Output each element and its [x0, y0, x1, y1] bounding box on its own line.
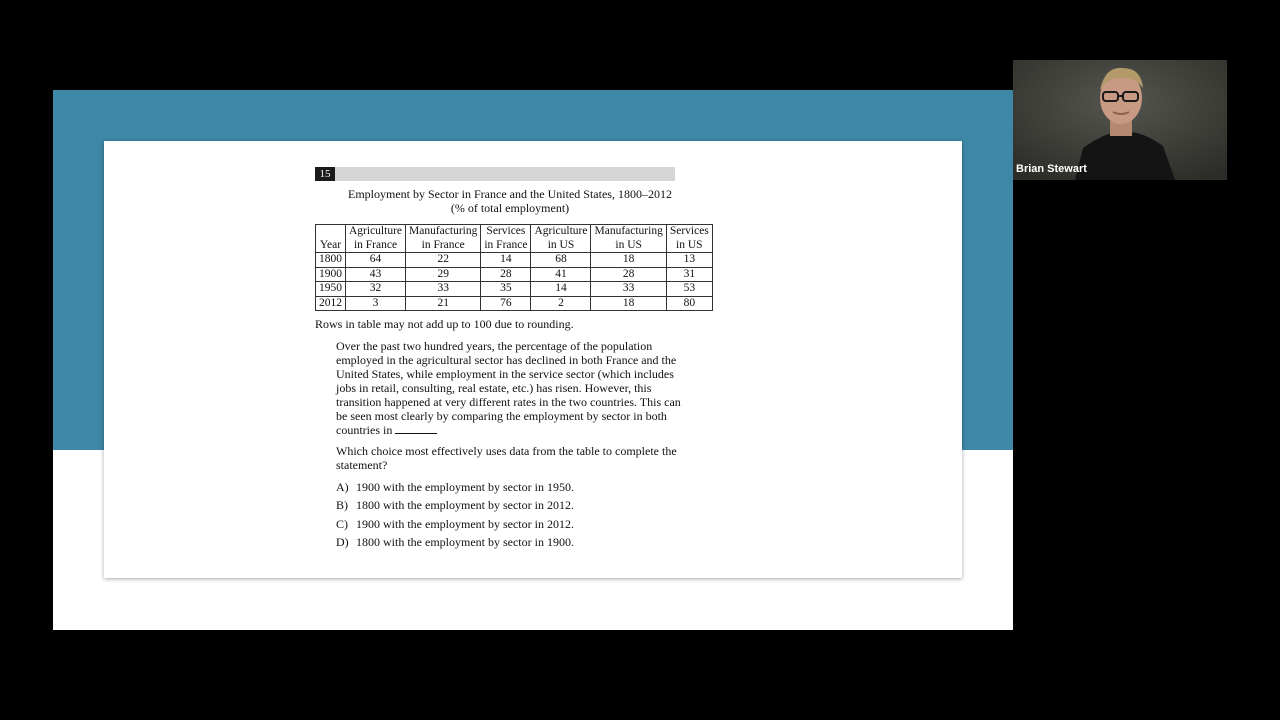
choice-d[interactable]: [336, 535, 574, 550]
answer-blank: [395, 423, 437, 434]
table-title: Employment by Sector in France and the United States, 1800–2012: [348, 187, 672, 201]
participant-name: Brian Stewart: [1016, 163, 1087, 175]
table-cell: 14: [481, 253, 531, 268]
table-cell: 13: [666, 253, 712, 268]
table-footnote: Rows in table may not add up to 100 due to rounding.: [315, 317, 574, 331]
choice-letter: A): [336, 480, 349, 494]
choice-text: 1800 with the employment by sector in 2012.: [356, 498, 574, 512]
header-services-france: Services in France: [481, 225, 531, 253]
table-cell: 1950: [316, 282, 346, 297]
question-number: 15: [315, 167, 335, 181]
choice-letter: B): [336, 498, 348, 512]
header-services-us: Services in US: [666, 225, 712, 253]
passage-text: Over the past two hundred years, the percentage of the population employed in the agricultural sector has declined in both France and the United States, while employment in the service sector (which includes jobs in retail, consulting, real estate, etc.) has risen. However, this transition happened at very different rates in the two countries. This can be seen most clearly by comparing the employment by sector in both countries in: [336, 339, 681, 437]
table-cell: 28: [481, 267, 531, 282]
table-cell: 21: [406, 296, 481, 311]
table-row: [316, 282, 713, 297]
table-cell: 41: [531, 267, 591, 282]
webcam-tile[interactable]: [1013, 60, 1227, 180]
table-cell: 31: [666, 267, 712, 282]
header-manufacturing-france: Manufacturing in France: [406, 225, 481, 253]
table-cell: 1900: [316, 267, 346, 282]
choice-c[interactable]: [336, 517, 574, 532]
table-cell: 2012: [316, 296, 346, 311]
presentation-slide: [53, 90, 1013, 630]
choice-letter: C): [336, 517, 348, 531]
table-cell: 28: [591, 267, 666, 282]
table-cell: 29: [406, 267, 481, 282]
table-cell: 33: [406, 282, 481, 297]
choice-b[interactable]: [336, 498, 574, 513]
table-cell: 22: [406, 253, 481, 268]
question-number-bar: [315, 167, 675, 181]
question-passage: [336, 339, 681, 437]
header-agriculture-us: Agriculture in US: [531, 225, 591, 253]
choice-a[interactable]: [336, 480, 574, 495]
table-cell: 33: [591, 282, 666, 297]
header-agriculture-france: Agriculture in France: [346, 225, 406, 253]
choice-text: 1900 with the employment by sector in 2012.: [356, 517, 574, 531]
table-row: [316, 296, 713, 311]
table-cell: 53: [666, 282, 712, 297]
table-cell: 18: [591, 296, 666, 311]
table-cell: 64: [346, 253, 406, 268]
table-cell: 35: [481, 282, 531, 297]
table-cell: 43: [346, 267, 406, 282]
table-cell: 18: [591, 253, 666, 268]
choice-letter: D): [336, 535, 349, 549]
table-header-row: [316, 225, 713, 253]
table-cell: 32: [346, 282, 406, 297]
table-cell: 80: [666, 296, 712, 311]
employment-table: [315, 224, 713, 311]
choice-text: 1800 with the employment by sector in 1900.: [356, 535, 574, 549]
header-manufacturing-us: Manufacturing in US: [591, 225, 666, 253]
question-prompt: Which choice most effectively uses data from the table to complete the statement?: [336, 444, 677, 472]
table-row: [316, 253, 713, 268]
header-year: Year: [316, 225, 346, 253]
table-cell: 14: [531, 282, 591, 297]
choice-text: 1900 with the employment by sector in 1950.: [356, 480, 574, 494]
table-cell: 76: [481, 296, 531, 311]
table-row: [316, 267, 713, 282]
table-subtitle: (% of total employment): [450, 201, 570, 215]
question-card: [104, 141, 962, 578]
table-cell: 2: [531, 296, 591, 311]
table-cell: 68: [531, 253, 591, 268]
table-cell: 3: [346, 296, 406, 311]
participant-video: [1013, 60, 1227, 180]
table-cell: 1800: [316, 253, 346, 268]
